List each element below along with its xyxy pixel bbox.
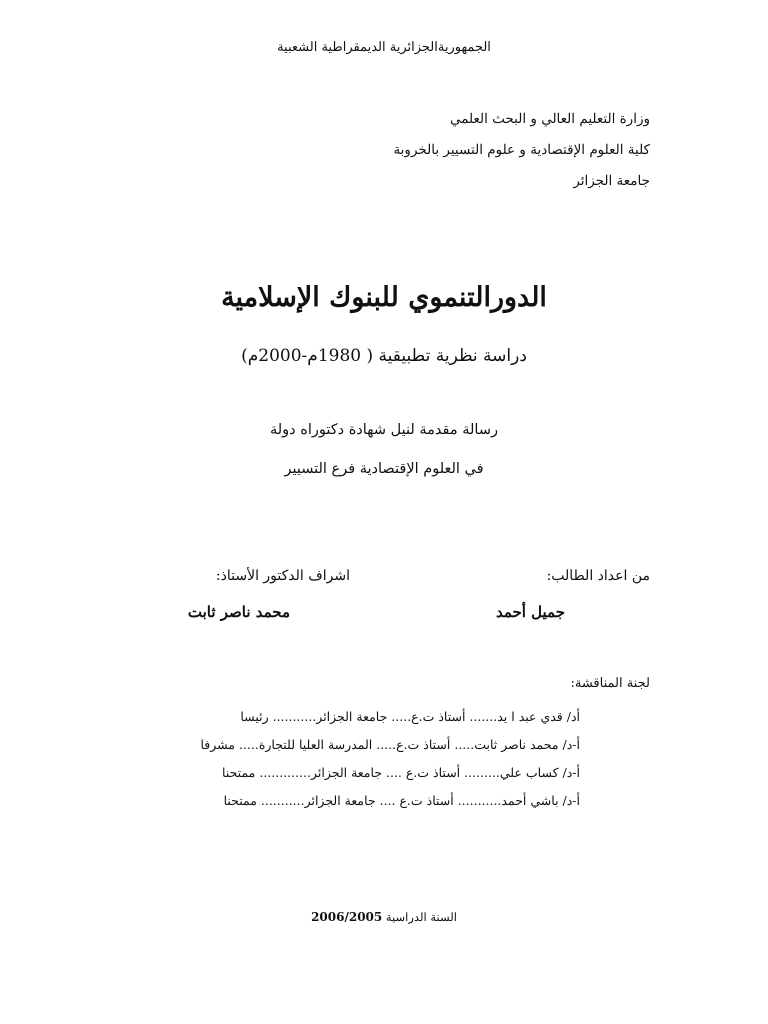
- committee-member: أ-د/ باشي أحمد........... أستاذ ت.ع .... جامعة الجزائر........... ممتحنا: [223, 793, 580, 808]
- faculty-name: كلية العلوم الإقتصادية و علوم التسيير بالخروبة: [393, 142, 650, 158]
- thesis-subtitle: دراسة نظرية تطبيقية ( 1980م-2000م): [241, 346, 527, 366]
- academic-year-label: السنة الدراسية: [385, 910, 457, 924]
- supervisor-name: محمد ناصر ثابت: [187, 603, 290, 621]
- academic-year-value: 2006/2005: [311, 910, 383, 924]
- supervisor-label: اشراف الدكتور الأستاذ:: [215, 568, 350, 584]
- committee-member: أ-د/ محمد ناصر ثابت..... أستاذ ت.ع..... المدرسة العليا للتجارة..... مشرفا: [200, 737, 580, 752]
- ministry-name: وزارة التعليم العالي و البحث العلمي: [449, 111, 650, 127]
- student-label: من اعداد الطالب:: [546, 568, 650, 584]
- thesis-degree-line: رسالة مقدمة لنيل شهادة دكتوراه دولة: [269, 422, 499, 438]
- institution-block: [393, 108, 650, 201]
- thesis-field-line: في العلوم الإقتصادية فرع التسيير: [284, 461, 484, 477]
- academic-year: [0, 910, 768, 924]
- student-name: جميل أحمد: [495, 603, 565, 621]
- thesis-title: الدورالتنموي للبنوك الإسلامية: [221, 282, 547, 313]
- committee-label: لجنة المناقشة:: [570, 676, 650, 691]
- committee-list: [200, 706, 580, 818]
- committee-member: أ-د/ كساب علي......... أستاذ ت.ع .... جامعة الجزائر............. ممتحنا: [222, 765, 580, 780]
- committee-member: أد/ قدي عبد ا يد....... أستاذ ت.ع..... جامعة الجزائر........... رئيسا: [240, 709, 580, 724]
- university-name: جامعة الجزائر: [573, 173, 650, 189]
- republic-header: الجمهوريةالجزائرية الديمقراطية الشعبية: [277, 40, 491, 55]
